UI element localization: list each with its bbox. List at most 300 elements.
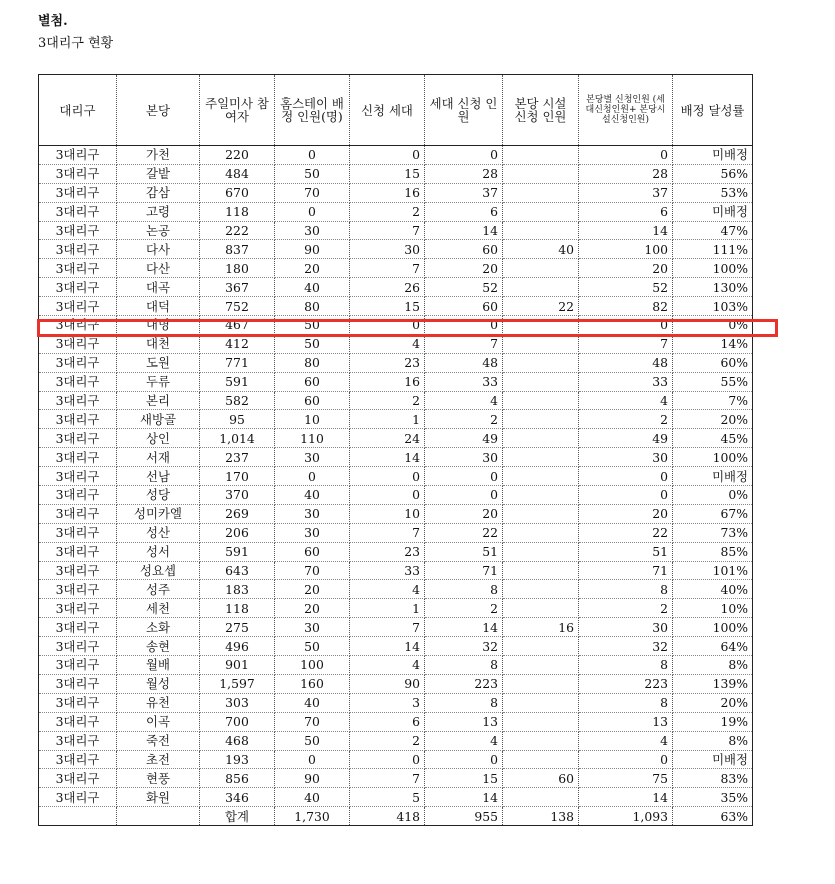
cell-homestay-quota: 40: [275, 486, 350, 505]
cell-parish-total: 30: [579, 448, 673, 467]
cell-homestay-quota: 50: [275, 637, 350, 656]
cell-achievement-rate: 10%: [673, 599, 753, 618]
cell-homestay-quota: 20: [275, 580, 350, 599]
cell-parish-total: 0: [579, 467, 673, 486]
cell-district: 3대리구: [39, 240, 117, 259]
cell-household-applications: 15: [350, 164, 425, 183]
table-row: [39, 523, 753, 542]
cell-district: 3대리구: [39, 146, 117, 165]
cell-facility-persons: [503, 561, 579, 580]
cell-district: 3대리구: [39, 429, 117, 448]
table-row: [39, 561, 753, 580]
cell-homestay-quota: 30: [275, 504, 350, 523]
cell-mass-attendees: 367: [200, 278, 275, 297]
cell-parish: 감삼: [117, 183, 200, 202]
total-household-persons: 955: [425, 807, 503, 826]
cell-achievement-rate: 64%: [673, 637, 753, 656]
cell-district: 3대리구: [39, 391, 117, 410]
cell-district: 3대리구: [39, 637, 117, 656]
cell-parish-total: 7: [579, 334, 673, 353]
table-row: [39, 656, 753, 675]
cell-mass-attendees: 1,014: [200, 429, 275, 448]
cell-household-applications: 5: [350, 788, 425, 807]
cell-parish: 소화: [117, 618, 200, 637]
cell-mass-attendees: 220: [200, 146, 275, 165]
cell-achievement-rate: 100%: [673, 259, 753, 278]
total-parish: [117, 807, 200, 826]
cell-household-applications: 23: [350, 542, 425, 561]
cell-parish: 현풍: [117, 769, 200, 788]
cell-parish-total: 32: [579, 637, 673, 656]
cell-parish-total: 52: [579, 278, 673, 297]
cell-parish-total: 223: [579, 674, 673, 693]
cell-household-applications: 4: [350, 580, 425, 599]
table-row: [39, 712, 753, 731]
cell-district: 3대리구: [39, 750, 117, 769]
cell-homestay-quota: 40: [275, 278, 350, 297]
cell-parish: 월성: [117, 674, 200, 693]
cell-facility-persons: [503, 523, 579, 542]
cell-household-applications: 0: [350, 486, 425, 505]
cell-district: 3대리구: [39, 656, 117, 675]
cell-household-applications: 7: [350, 259, 425, 278]
table-row: [39, 202, 753, 221]
header-homestay-quota: 홈스테이 배정 인원(명): [275, 75, 350, 146]
cell-facility-persons: [503, 637, 579, 656]
cell-household-applications: 2: [350, 202, 425, 221]
header-row: [39, 75, 753, 146]
cell-household-applications: 23: [350, 353, 425, 372]
cell-parish: 서재: [117, 448, 200, 467]
cell-household-applications: 4: [350, 334, 425, 353]
cell-facility-persons: [503, 693, 579, 712]
table-row: [39, 278, 753, 297]
cell-mass-attendees: 591: [200, 372, 275, 391]
cell-household-applications: 1: [350, 599, 425, 618]
cell-mass-attendees: 183: [200, 580, 275, 599]
cell-parish: 월배: [117, 656, 200, 675]
cell-facility-persons: [503, 202, 579, 221]
cell-mass-attendees: 837: [200, 240, 275, 259]
cell-household-applications: 14: [350, 448, 425, 467]
cell-facility-persons: [503, 391, 579, 410]
cell-district: 3대리구: [39, 712, 117, 731]
cell-district: 3대리구: [39, 410, 117, 429]
cell-achievement-rate: 73%: [673, 523, 753, 542]
cell-facility-persons: 16: [503, 618, 579, 637]
total-mass-attendees: 합계: [200, 807, 275, 826]
cell-household-persons: 14: [425, 221, 503, 240]
cell-achievement-rate: 0%: [673, 486, 753, 505]
table-row: [39, 693, 753, 712]
cell-achievement-rate: 83%: [673, 769, 753, 788]
cell-household-persons: 60: [425, 297, 503, 316]
cell-parish: 본리: [117, 391, 200, 410]
cell-mass-attendees: 222: [200, 221, 275, 240]
cell-facility-persons: [503, 542, 579, 561]
cell-parish-total: 2: [579, 410, 673, 429]
cell-mass-attendees: 752: [200, 297, 275, 316]
cell-household-persons: 0: [425, 750, 503, 769]
cell-mass-attendees: 582: [200, 391, 275, 410]
cell-homestay-quota: 0: [275, 202, 350, 221]
cell-household-persons: 28: [425, 164, 503, 183]
cell-parish-total: 71: [579, 561, 673, 580]
cell-mass-attendees: 95: [200, 410, 275, 429]
cell-parish: 대명: [117, 316, 200, 335]
cell-household-applications: 14: [350, 637, 425, 656]
cell-parish: 대천: [117, 334, 200, 353]
cell-household-persons: 2: [425, 599, 503, 618]
table-row: [39, 731, 753, 750]
cell-mass-attendees: 170: [200, 467, 275, 486]
cell-parish-total: 33: [579, 372, 673, 391]
document-title: 3대리구 현황: [38, 36, 114, 51]
cell-facility-persons: [503, 429, 579, 448]
cell-achievement-rate: 100%: [673, 448, 753, 467]
cell-parish: 세천: [117, 599, 200, 618]
cell-homestay-quota: 30: [275, 448, 350, 467]
cell-parish: 성요셉: [117, 561, 200, 580]
cell-parish-total: 28: [579, 164, 673, 183]
cell-achievement-rate: 20%: [673, 410, 753, 429]
cell-homestay-quota: 20: [275, 259, 350, 278]
cell-household-persons: 8: [425, 693, 503, 712]
cell-household-applications: 7: [350, 221, 425, 240]
cell-parish-total: 8: [579, 656, 673, 675]
cell-household-applications: 30: [350, 240, 425, 259]
cell-facility-persons: [503, 750, 579, 769]
total-facility-persons: 138: [503, 807, 579, 826]
cell-district: 3대리구: [39, 693, 117, 712]
cell-homestay-quota: 50: [275, 316, 350, 335]
cell-district: 3대리구: [39, 164, 117, 183]
cell-achievement-rate: 8%: [673, 656, 753, 675]
cell-parish: 다산: [117, 259, 200, 278]
total-achievement-rate: 63%: [673, 807, 753, 826]
cell-achievement-rate: 111%: [673, 240, 753, 259]
cell-parish-total: 48: [579, 353, 673, 372]
cell-district: 3대리구: [39, 731, 117, 750]
cell-district: 3대리구: [39, 202, 117, 221]
status-table: [38, 74, 753, 826]
cell-parish: 두류: [117, 372, 200, 391]
cell-achievement-rate: 미배정: [673, 202, 753, 221]
cell-household-applications: 7: [350, 523, 425, 542]
cell-household-persons: 37: [425, 183, 503, 202]
header-household-applications: 신청 세대: [350, 75, 425, 146]
cell-achievement-rate: 미배정: [673, 467, 753, 486]
cell-parish: 상인: [117, 429, 200, 448]
cell-district: 3대리구: [39, 769, 117, 788]
cell-mass-attendees: 303: [200, 693, 275, 712]
cell-parish-total: 8: [579, 693, 673, 712]
cell-mass-attendees: 206: [200, 523, 275, 542]
cell-household-applications: 2: [350, 391, 425, 410]
cell-district: 3대리구: [39, 297, 117, 316]
cell-household-persons: 52: [425, 278, 503, 297]
table-row: [39, 334, 753, 353]
cell-parish: 송현: [117, 637, 200, 656]
cell-household-persons: 4: [425, 731, 503, 750]
cell-parish-total: 13: [579, 712, 673, 731]
cell-district: 3대리구: [39, 259, 117, 278]
table-row: [39, 788, 753, 807]
cell-household-persons: 60: [425, 240, 503, 259]
cell-household-persons: 49: [425, 429, 503, 448]
cell-achievement-rate: 8%: [673, 731, 753, 750]
cell-household-applications: 0: [350, 750, 425, 769]
total-row: [39, 807, 753, 826]
cell-homestay-quota: 30: [275, 618, 350, 637]
cell-parish-total: 14: [579, 788, 673, 807]
cell-mass-attendees: 468: [200, 731, 275, 750]
header-facility-persons: 본당 시설 신청 인원: [503, 75, 579, 146]
cell-district: 3대리구: [39, 599, 117, 618]
cell-household-applications: 3: [350, 693, 425, 712]
table-row: [39, 372, 753, 391]
cell-household-applications: 15: [350, 297, 425, 316]
cell-achievement-rate: 100%: [673, 618, 753, 637]
cell-mass-attendees: 370: [200, 486, 275, 505]
table-row: [39, 618, 753, 637]
table-row: [39, 750, 753, 769]
cell-homestay-quota: 0: [275, 146, 350, 165]
table-row: [39, 297, 753, 316]
cell-parish-total: 0: [579, 750, 673, 769]
cell-achievement-rate: 0%: [673, 316, 753, 335]
cell-homestay-quota: 50: [275, 334, 350, 353]
cell-homestay-quota: 160: [275, 674, 350, 693]
cell-parish-total: 37: [579, 183, 673, 202]
cell-household-persons: 0: [425, 146, 503, 165]
cell-household-persons: 14: [425, 788, 503, 807]
table-row: [39, 448, 753, 467]
cell-household-persons: 15: [425, 769, 503, 788]
table-row: [39, 769, 753, 788]
table-row: [39, 486, 753, 505]
cell-achievement-rate: 20%: [673, 693, 753, 712]
cell-household-persons: 14: [425, 618, 503, 637]
cell-mass-attendees: 643: [200, 561, 275, 580]
table-row: [39, 316, 753, 335]
cell-household-applications: 7: [350, 769, 425, 788]
cell-district: 3대리구: [39, 334, 117, 353]
cell-homestay-quota: 90: [275, 240, 350, 259]
table-row: [39, 580, 753, 599]
cell-parish-total: 75: [579, 769, 673, 788]
cell-parish: 다사: [117, 240, 200, 259]
cell-facility-persons: [503, 674, 579, 693]
cell-district: 3대리구: [39, 448, 117, 467]
cell-homestay-quota: 50: [275, 731, 350, 750]
cell-district: 3대리구: [39, 618, 117, 637]
cell-parish: 성주: [117, 580, 200, 599]
cell-district: 3대리구: [39, 486, 117, 505]
cell-parish-total: 20: [579, 504, 673, 523]
cell-household-applications: 6: [350, 712, 425, 731]
cell-mass-attendees: 1,597: [200, 674, 275, 693]
table-row: [39, 429, 753, 448]
cell-parish-total: 0: [579, 486, 673, 505]
cell-household-persons: 223: [425, 674, 503, 693]
table-row: [39, 164, 753, 183]
attachment-label: 별첨.: [38, 14, 68, 29]
cell-achievement-rate: 35%: [673, 788, 753, 807]
cell-household-persons: 33: [425, 372, 503, 391]
cell-parish-total: 100: [579, 240, 673, 259]
cell-facility-persons: [503, 164, 579, 183]
cell-facility-persons: [503, 278, 579, 297]
table-row: [39, 221, 753, 240]
cell-facility-persons: 22: [503, 297, 579, 316]
cell-household-applications: 0: [350, 146, 425, 165]
table-row: [39, 259, 753, 278]
cell-parish: 성당: [117, 486, 200, 505]
cell-household-persons: 22: [425, 523, 503, 542]
cell-household-applications: 7: [350, 618, 425, 637]
total-household-applications: 418: [350, 807, 425, 826]
cell-household-applications: 26: [350, 278, 425, 297]
cell-homestay-quota: 80: [275, 353, 350, 372]
cell-household-applications: 10: [350, 504, 425, 523]
cell-parish: 갈밭: [117, 164, 200, 183]
cell-homestay-quota: 0: [275, 467, 350, 486]
cell-parish: 대곡: [117, 278, 200, 297]
cell-district: 3대리구: [39, 523, 117, 542]
cell-achievement-rate: 101%: [673, 561, 753, 580]
cell-district: 3대리구: [39, 561, 117, 580]
cell-household-persons: 0: [425, 486, 503, 505]
cell-parish-total: 6: [579, 202, 673, 221]
cell-homestay-quota: 90: [275, 769, 350, 788]
cell-achievement-rate: 40%: [673, 580, 753, 599]
cell-achievement-rate: 19%: [673, 712, 753, 731]
cell-parish: 대덕: [117, 297, 200, 316]
cell-parish-total: 82: [579, 297, 673, 316]
cell-achievement-rate: 56%: [673, 164, 753, 183]
cell-parish-total: 20: [579, 259, 673, 278]
cell-facility-persons: [503, 504, 579, 523]
cell-household-applications: 0: [350, 467, 425, 486]
cell-household-applications: 16: [350, 183, 425, 202]
cell-homestay-quota: 20: [275, 599, 350, 618]
cell-achievement-rate: 60%: [673, 353, 753, 372]
cell-homestay-quota: 80: [275, 297, 350, 316]
cell-mass-attendees: 118: [200, 202, 275, 221]
cell-parish: 도원: [117, 353, 200, 372]
table-row: [39, 353, 753, 372]
cell-homestay-quota: 70: [275, 183, 350, 202]
cell-district: 3대리구: [39, 278, 117, 297]
table-row: [39, 410, 753, 429]
cell-mass-attendees: 591: [200, 542, 275, 561]
cell-homestay-quota: 70: [275, 712, 350, 731]
cell-mass-attendees: 346: [200, 788, 275, 807]
table-row: [39, 146, 753, 165]
cell-mass-attendees: 412: [200, 334, 275, 353]
cell-achievement-rate: 139%: [673, 674, 753, 693]
cell-household-applications: 24: [350, 429, 425, 448]
cell-facility-persons: [503, 580, 579, 599]
cell-parish: 성미카엘: [117, 504, 200, 523]
cell-homestay-quota: 100: [275, 656, 350, 675]
cell-district: 3대리구: [39, 467, 117, 486]
cell-district: 3대리구: [39, 372, 117, 391]
cell-mass-attendees: 484: [200, 164, 275, 183]
cell-mass-attendees: 901: [200, 656, 275, 675]
cell-mass-attendees: 496: [200, 637, 275, 656]
cell-parish-total: 8: [579, 580, 673, 599]
cell-parish: 이곡: [117, 712, 200, 731]
cell-achievement-rate: 85%: [673, 542, 753, 561]
cell-homestay-quota: 10: [275, 410, 350, 429]
cell-achievement-rate: 7%: [673, 391, 753, 410]
cell-mass-attendees: 118: [200, 599, 275, 618]
cell-facility-persons: [503, 372, 579, 391]
cell-mass-attendees: 771: [200, 353, 275, 372]
total-district: [39, 807, 117, 826]
header-mass-attendees: 주일미사 참여자: [200, 75, 275, 146]
cell-parish-total: 2: [579, 599, 673, 618]
cell-district: 3대리구: [39, 580, 117, 599]
cell-homestay-quota: 0: [275, 750, 350, 769]
cell-homestay-quota: 30: [275, 221, 350, 240]
cell-household-persons: 4: [425, 391, 503, 410]
cell-homestay-quota: 110: [275, 429, 350, 448]
cell-facility-persons: [503, 353, 579, 372]
cell-district: 3대리구: [39, 183, 117, 202]
table-row: [39, 183, 753, 202]
cell-achievement-rate: 55%: [673, 372, 753, 391]
cell-achievement-rate: 67%: [673, 504, 753, 523]
total-homestay-quota: 1,730: [275, 807, 350, 826]
cell-mass-attendees: 856: [200, 769, 275, 788]
cell-household-persons: 7: [425, 334, 503, 353]
cell-achievement-rate: 53%: [673, 183, 753, 202]
cell-parish: 새방골: [117, 410, 200, 429]
cell-parish: 유천: [117, 693, 200, 712]
cell-achievement-rate: 미배정: [673, 146, 753, 165]
cell-achievement-rate: 47%: [673, 221, 753, 240]
cell-parish-total: 49: [579, 429, 673, 448]
cell-household-applications: 33: [350, 561, 425, 580]
cell-facility-persons: 40: [503, 240, 579, 259]
table-row: [39, 637, 753, 656]
header-achievement-rate: 배정 달성률: [673, 75, 753, 146]
cell-household-persons: 8: [425, 656, 503, 675]
cell-facility-persons: [503, 183, 579, 202]
cell-household-persons: 8: [425, 580, 503, 599]
cell-facility-persons: [503, 467, 579, 486]
cell-homestay-quota: 60: [275, 372, 350, 391]
header-household-persons: 세대 신청 인원: [425, 75, 503, 146]
cell-district: 3대리구: [39, 542, 117, 561]
cell-facility-persons: [503, 259, 579, 278]
cell-facility-persons: [503, 316, 579, 335]
cell-parish: 성서: [117, 542, 200, 561]
cell-household-persons: 32: [425, 637, 503, 656]
cell-parish: 죽전: [117, 731, 200, 750]
cell-household-persons: 71: [425, 561, 503, 580]
cell-parish-total: 4: [579, 391, 673, 410]
cell-homestay-quota: 70: [275, 561, 350, 580]
cell-mass-attendees: 700: [200, 712, 275, 731]
cell-household-applications: 1: [350, 410, 425, 429]
cell-household-persons: 6: [425, 202, 503, 221]
cell-facility-persons: [503, 731, 579, 750]
cell-facility-persons: [503, 788, 579, 807]
